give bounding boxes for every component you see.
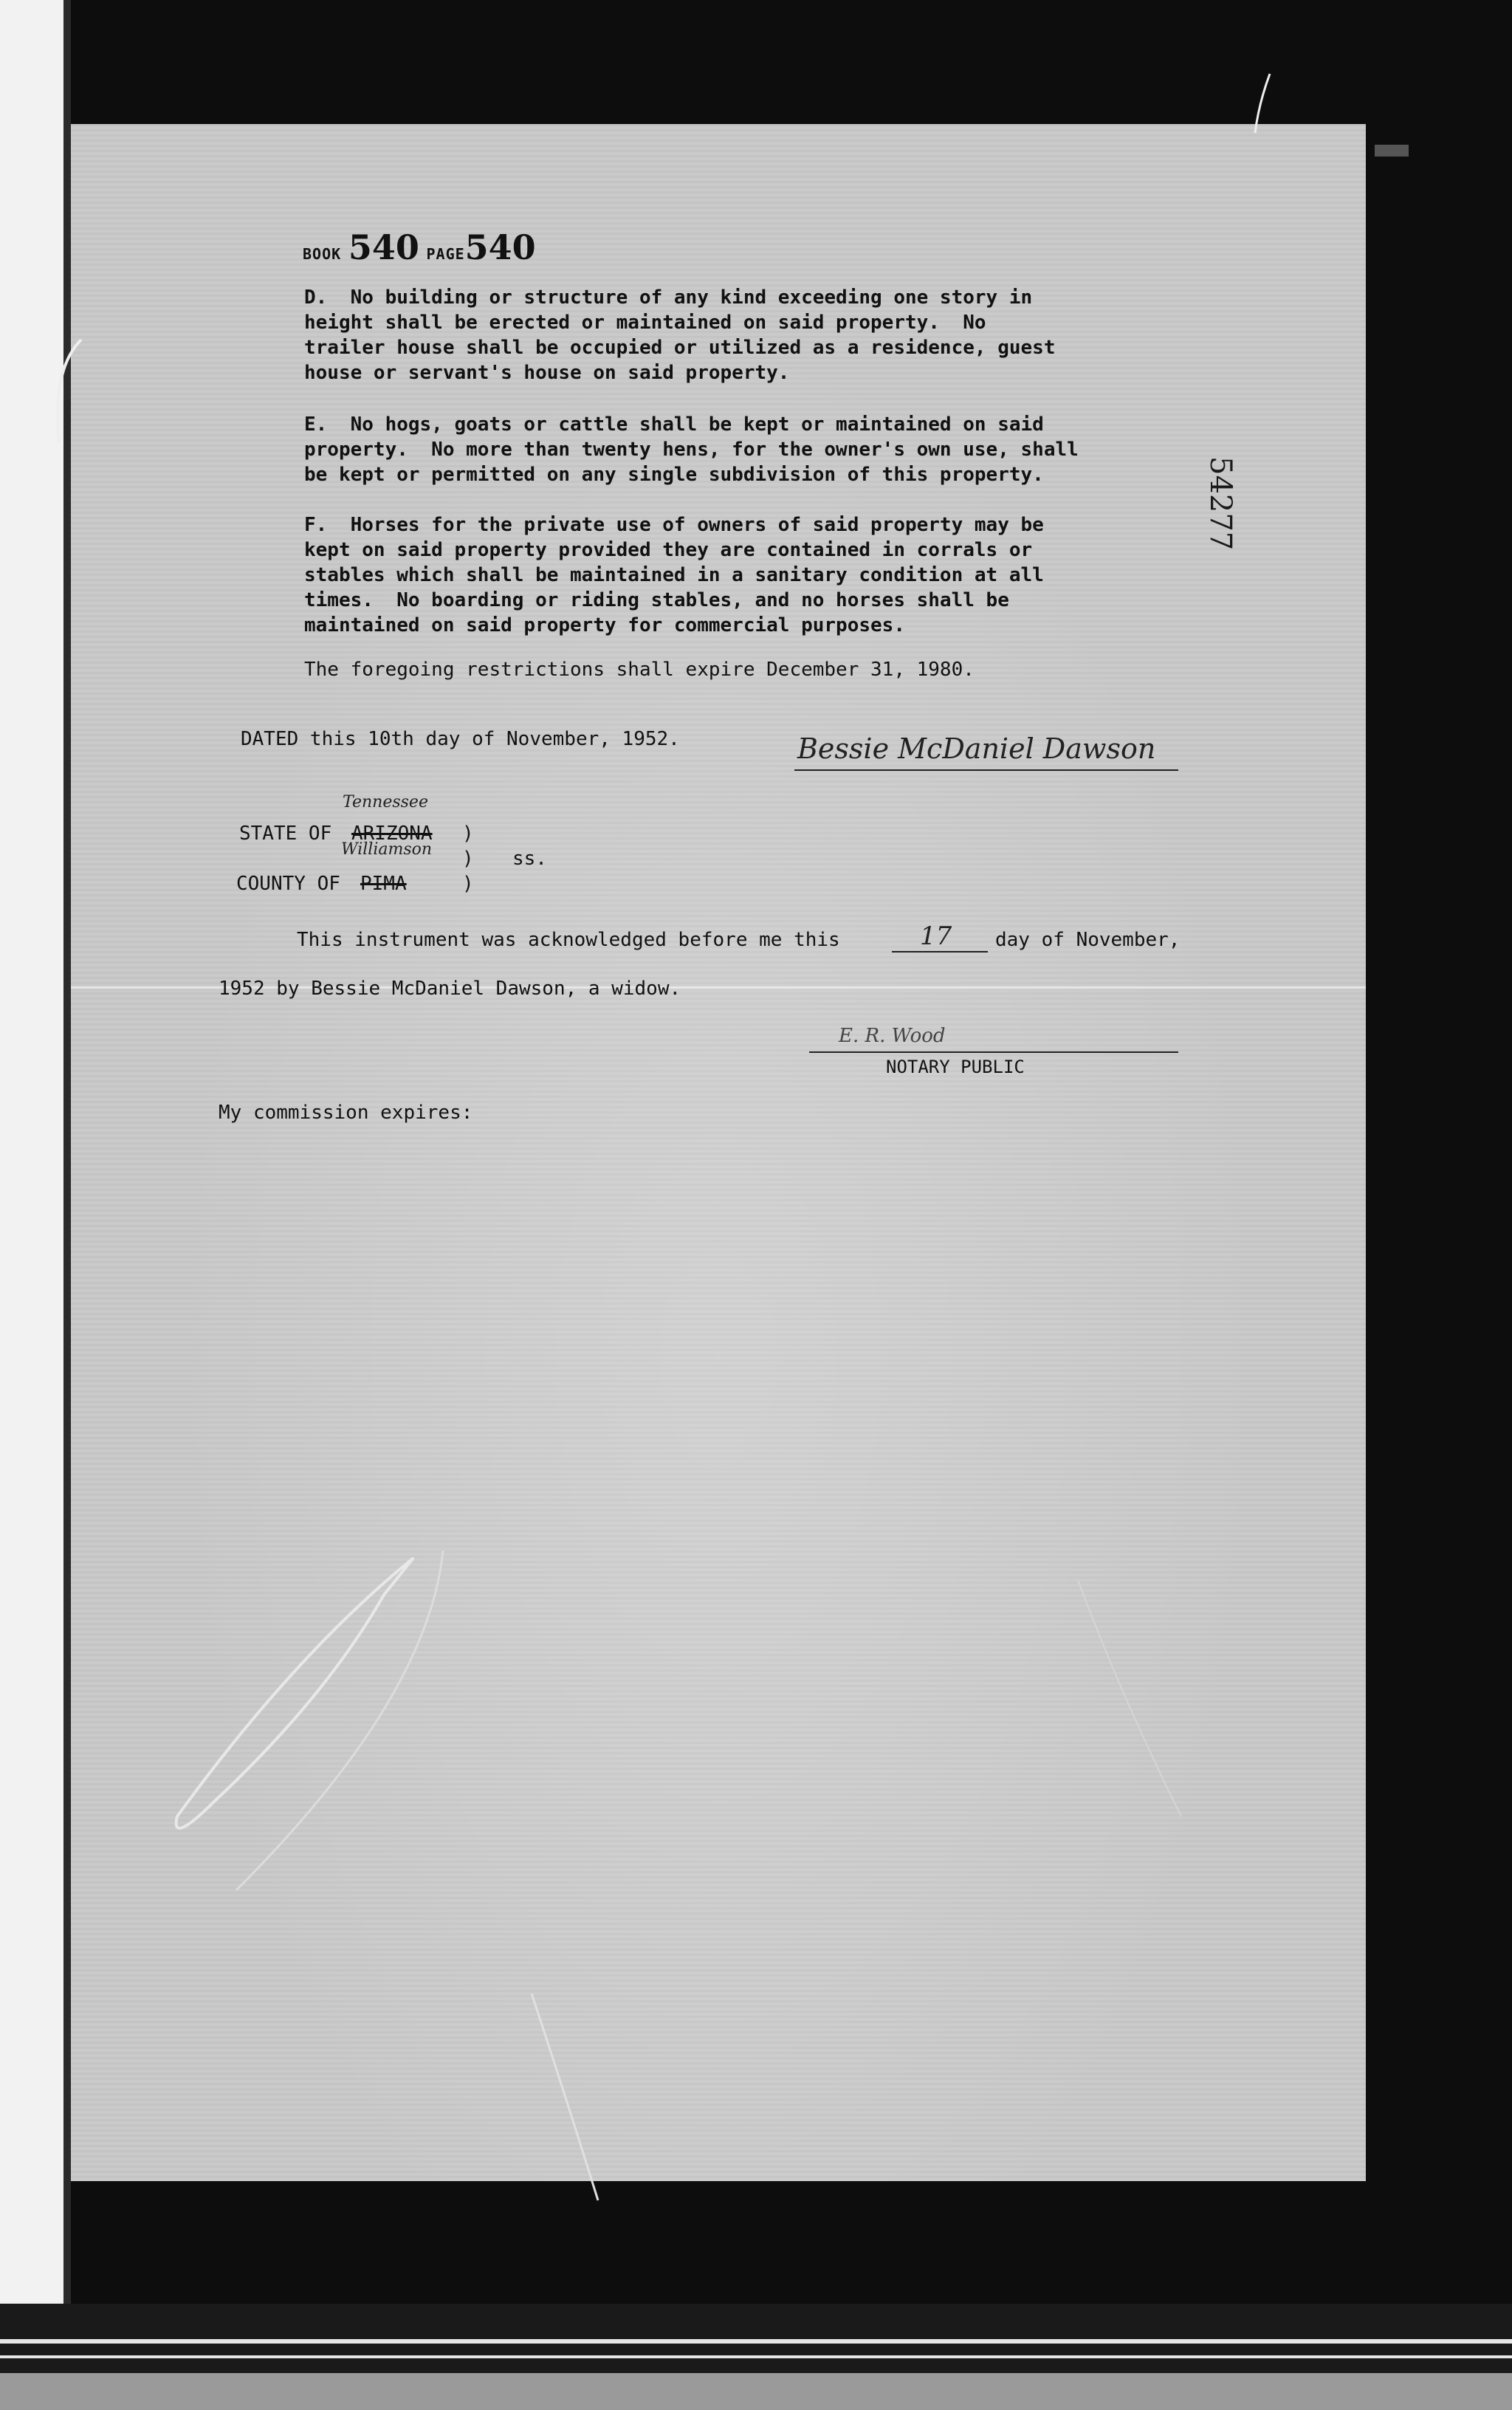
signature-line <box>794 769 1178 771</box>
ack-line-1b: day of November, <box>995 929 1181 951</box>
signature-bessie-dawson: Bessie McDaniel Dawson <box>797 732 1156 765</box>
paragraph-f-line-1: F. Horses for the private use of owners of said property may be <box>304 514 1044 536</box>
paragraph-f-line-3: stables which shall be maintained in a sanitary condition at all <box>304 564 1044 586</box>
paragraph-e-line-2: property. No more than twenty hens, for the owner's own use, shall <box>304 439 1079 461</box>
notary-public-label: NOTARY PUBLIC <box>886 1057 1025 1077</box>
county-handwritten: Williamson <box>341 840 433 859</box>
state-struck-value: ARIZONA <box>351 823 433 845</box>
paragraph-d-line-3: trailer house shall be occupied or utilized as a residence, guest <box>304 337 1056 359</box>
book-page-header <box>303 227 536 267</box>
scan-bottom-rule-2 <box>0 2355 1512 2358</box>
county-paren: ) <box>462 873 474 895</box>
paragraph-f-line-2: kept on said property provided they are contained in corrals or <box>304 539 1033 561</box>
expiry-line: The foregoing restrictions shall expire December 31, 1980. <box>304 659 975 681</box>
paragraph-e-line-3: be kept or permitted on any single subdivision of this property. <box>304 464 1044 486</box>
side-record-stamp: 54277 <box>1203 456 1237 551</box>
paragraph-f-line-4: times. No boarding or riding stables, and no horses shall be <box>304 589 1009 611</box>
paragraph-d-line-2: height shall be erected or maintained on said property. No <box>304 312 986 334</box>
state-label: STATE OF <box>239 823 332 845</box>
ss-label: ss. <box>512 848 547 870</box>
document-page <box>71 124 1366 2181</box>
scan-left-edge <box>63 0 71 2410</box>
ack-line-1a: This instrument was acknowledged before me this <box>297 929 840 951</box>
book-label: BOOK <box>303 245 342 263</box>
ack-line-2: 1952 by Bessie McDaniel Dawson, a widow. <box>219 978 681 1000</box>
book-number: 540 <box>348 227 419 267</box>
ack-day-blank-line <box>892 951 988 952</box>
paragraph-d-line-4: house or servant's house on said property. <box>304 362 790 384</box>
scan-bottom-rule-1 <box>0 2339 1512 2344</box>
dated-line: DATED this 10th day of November, 1952. <box>241 728 680 750</box>
page-label: PAGE <box>426 245 465 263</box>
page-number: 540 <box>464 227 536 267</box>
commission-expires-label: My commission expires: <box>219 1102 473 1124</box>
notary-signature: E. R. Wood <box>839 1025 946 1047</box>
ack-day-handwritten: 17 <box>920 921 952 951</box>
scan-bottom-grit <box>0 2373 1512 2410</box>
paragraph-e-line-1: E. No hogs, goats or cattle shall be kept or maintained on said <box>304 413 1044 436</box>
county-struck-value: PIMA <box>360 873 407 895</box>
county-label: COUNTY OF <box>236 873 340 895</box>
paper-tab-mark <box>1375 145 1409 157</box>
ss-paren: ) <box>462 848 474 870</box>
state-handwritten: Tennessee <box>343 793 428 811</box>
state-paren: ) <box>462 823 474 845</box>
scan-left-margin <box>0 0 63 2410</box>
notary-signature-line <box>809 1051 1178 1053</box>
paragraph-d-line-1: D. No building or structure of any kind exceeding one story in <box>304 286 1033 309</box>
paragraph-f-line-5: maintained on said property for commercial purposes. <box>304 614 905 636</box>
